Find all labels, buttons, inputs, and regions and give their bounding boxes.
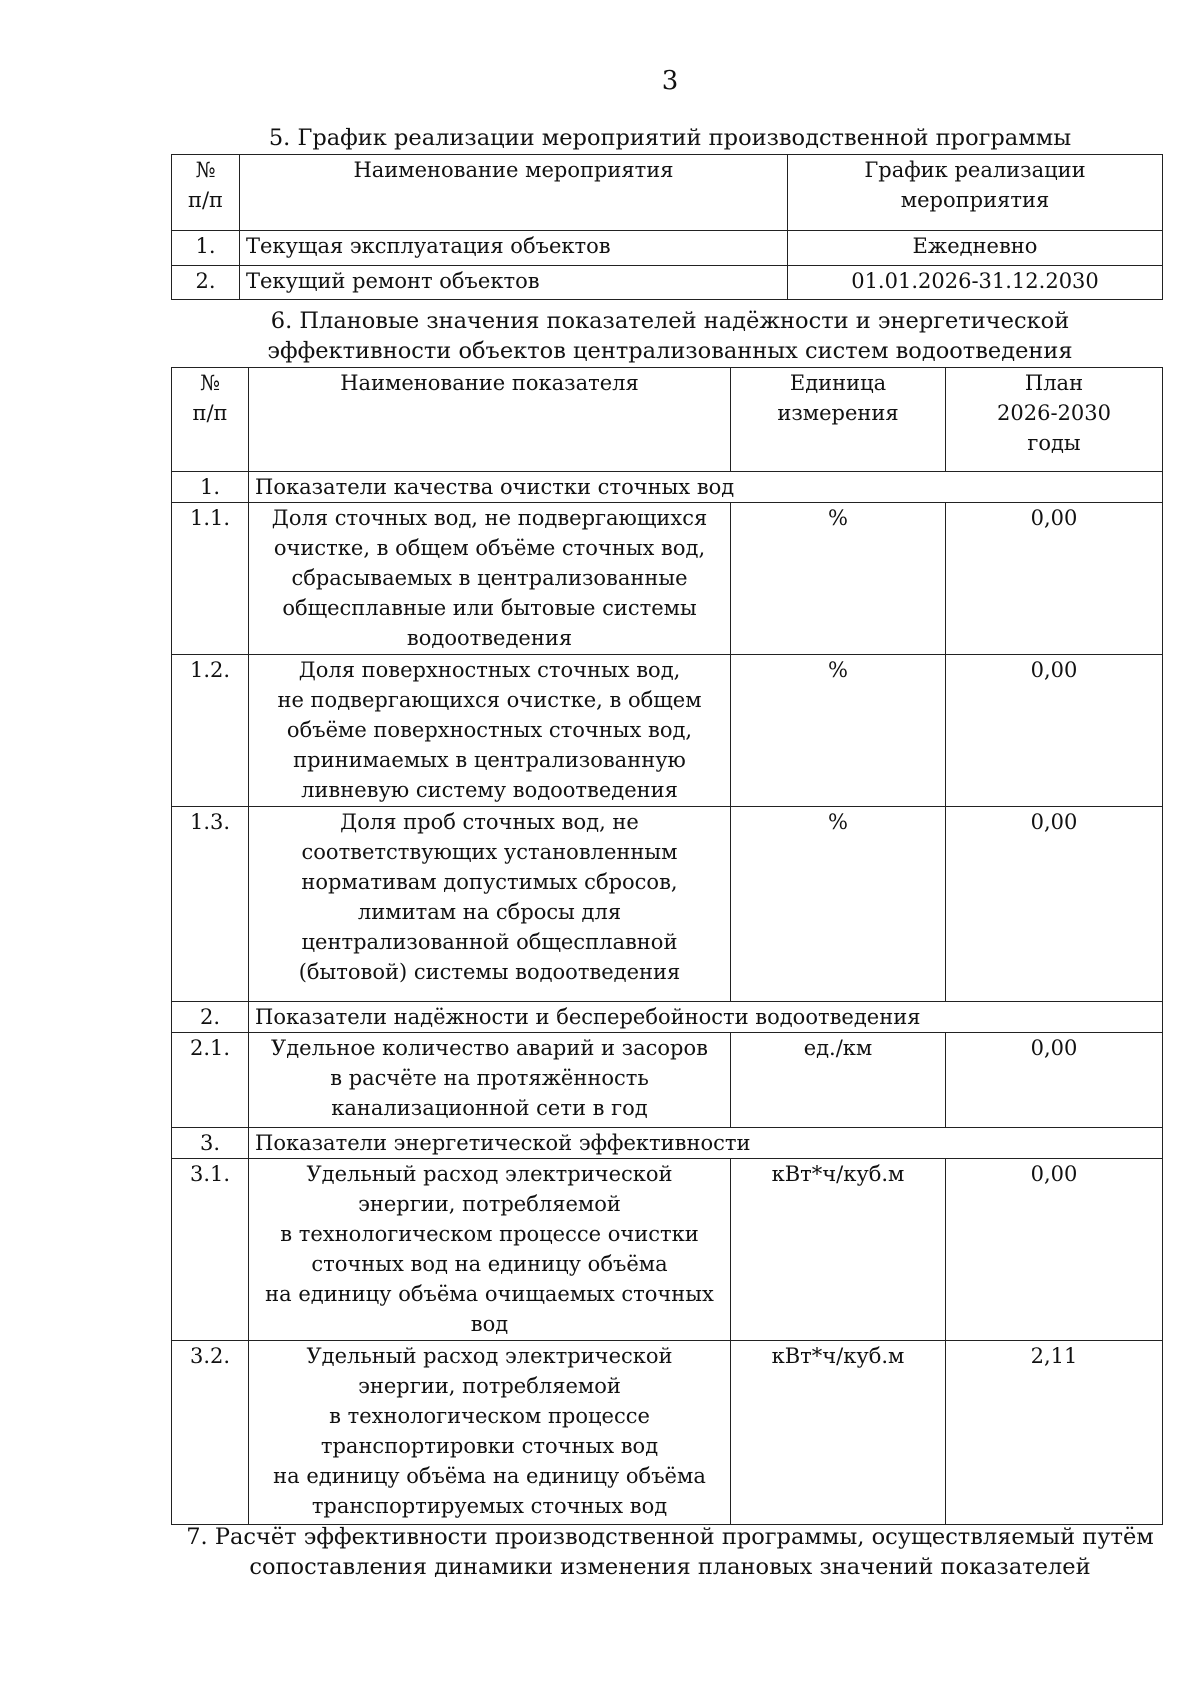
indicator-name: Удельный расход электрической энергии, потребляемой в технологическом процессе очистки сточных вод на единицу объёма на единицу объёма очищаемых сточных вод [249,1159,731,1341]
row-num: 1.1. [172,503,249,655]
group-num: 1. [172,472,249,503]
indicator-plan: 0,00 [946,1033,1163,1128]
row-num: 1. [172,231,240,266]
group-title: Показатели надёжности и бесперебойности водоотведения [249,1002,1163,1033]
header-event-name: Наименование мероприятия [240,155,788,231]
row-num: 3.2. [172,1341,249,1525]
header-indicator-name: Наименование показателя [249,368,731,472]
indicator-name: Доля сточных вод, не подвергающихся очистке, в общем объёме сточных вод, сбрасываемых в централизованные общесплавные или бытовые системы водоотведения [249,503,731,655]
table-row [172,807,1163,1002]
schedule-table [171,154,1163,300]
table-row [172,1033,1163,1128]
schedule-header-row [172,155,1163,231]
indicator-name: Доля поверхностных сточных вод, не подвергающихся очистке, в общем объёме поверхностных сточных вод, принимаемых в централизованную ливневую систему водоотведения [249,655,731,807]
indicator-unit: % [731,503,946,655]
indicator-name: Удельное количество аварий и засоров в расчёте на протяжённость канализационной сети в год [249,1033,731,1128]
indicator-plan: 0,00 [946,1159,1163,1341]
page-number: 3 [661,66,679,96]
event-schedule: 01.01.2026-31.12.2030 [788,266,1163,300]
group-num: 2. [172,1002,249,1033]
table-row [172,1341,1163,1525]
table-row [172,266,1163,300]
header-unit: Единица измерения [731,368,946,472]
table-row [172,231,1163,266]
indicator-plan: 0,00 [946,655,1163,807]
table-row [172,1159,1163,1341]
header-schedule: График реализации мероприятия [788,155,1163,231]
section6-title-line2: эффективности объектов централизованных систем водоотведения [267,338,1073,364]
row-num: 1.3. [172,807,249,1002]
group-row [172,472,1163,503]
indicators-table [171,367,1163,1525]
header-num: № п/п [172,155,240,231]
row-num: 2. [172,266,240,300]
group-row [172,1002,1163,1033]
event-name: Текущая эксплуатация объектов [240,231,788,266]
section6-title-line1: 6. Плановые значения показателей надёжности и энергетической [270,308,1070,334]
indicator-name: Доля проб сточных вод, не соответствующих установленным нормативам допустимых сбросов, лимитам на сбросы для централизованной общесплавной (бытовой) системы водоотведения [249,807,731,1002]
row-num: 3.1. [172,1159,249,1341]
row-num: 1.2. [172,655,249,807]
section7-title-line2: сопоставления динамики изменения плановых значений показателей [249,1554,1091,1580]
event-name: Текущий ремонт объектов [240,266,788,300]
section5-title: 5. График реализации мероприятий производственной программы [268,125,1072,151]
indicator-plan: 0,00 [946,807,1163,1002]
indicator-plan: 0,00 [946,503,1163,655]
group-title: Показатели качества очистки сточных вод [249,472,1163,503]
header-num: № п/п [172,368,249,472]
indicator-plan: 2,11 [946,1341,1163,1525]
group-title: Показатели энергетической эффективности [249,1128,1163,1159]
indicator-name: Удельный расход электрической энергии, потребляемой в технологическом процессе транспортировки сточных вод на единицу объёма на единицу объёма транспортируемых сточных вод [249,1341,731,1525]
header-plan: План 2026-2030 годы [946,368,1163,472]
group-num: 3. [172,1128,249,1159]
indicators-header-row [172,368,1163,472]
group-row [172,1128,1163,1159]
indicator-unit: кВт*ч/куб.м [731,1341,946,1525]
row-num: 2.1. [172,1033,249,1128]
indicator-unit: кВт*ч/куб.м [731,1159,946,1341]
indicator-unit: ед./км [731,1033,946,1128]
indicator-unit: % [731,807,946,1002]
table-row [172,503,1163,655]
section7-title-line1: 7. Расчёт эффективности производственной программы, осуществляемый путём [186,1524,1154,1550]
table-row [172,655,1163,807]
event-schedule: Ежедневно [788,231,1163,266]
indicator-unit: % [731,655,946,807]
